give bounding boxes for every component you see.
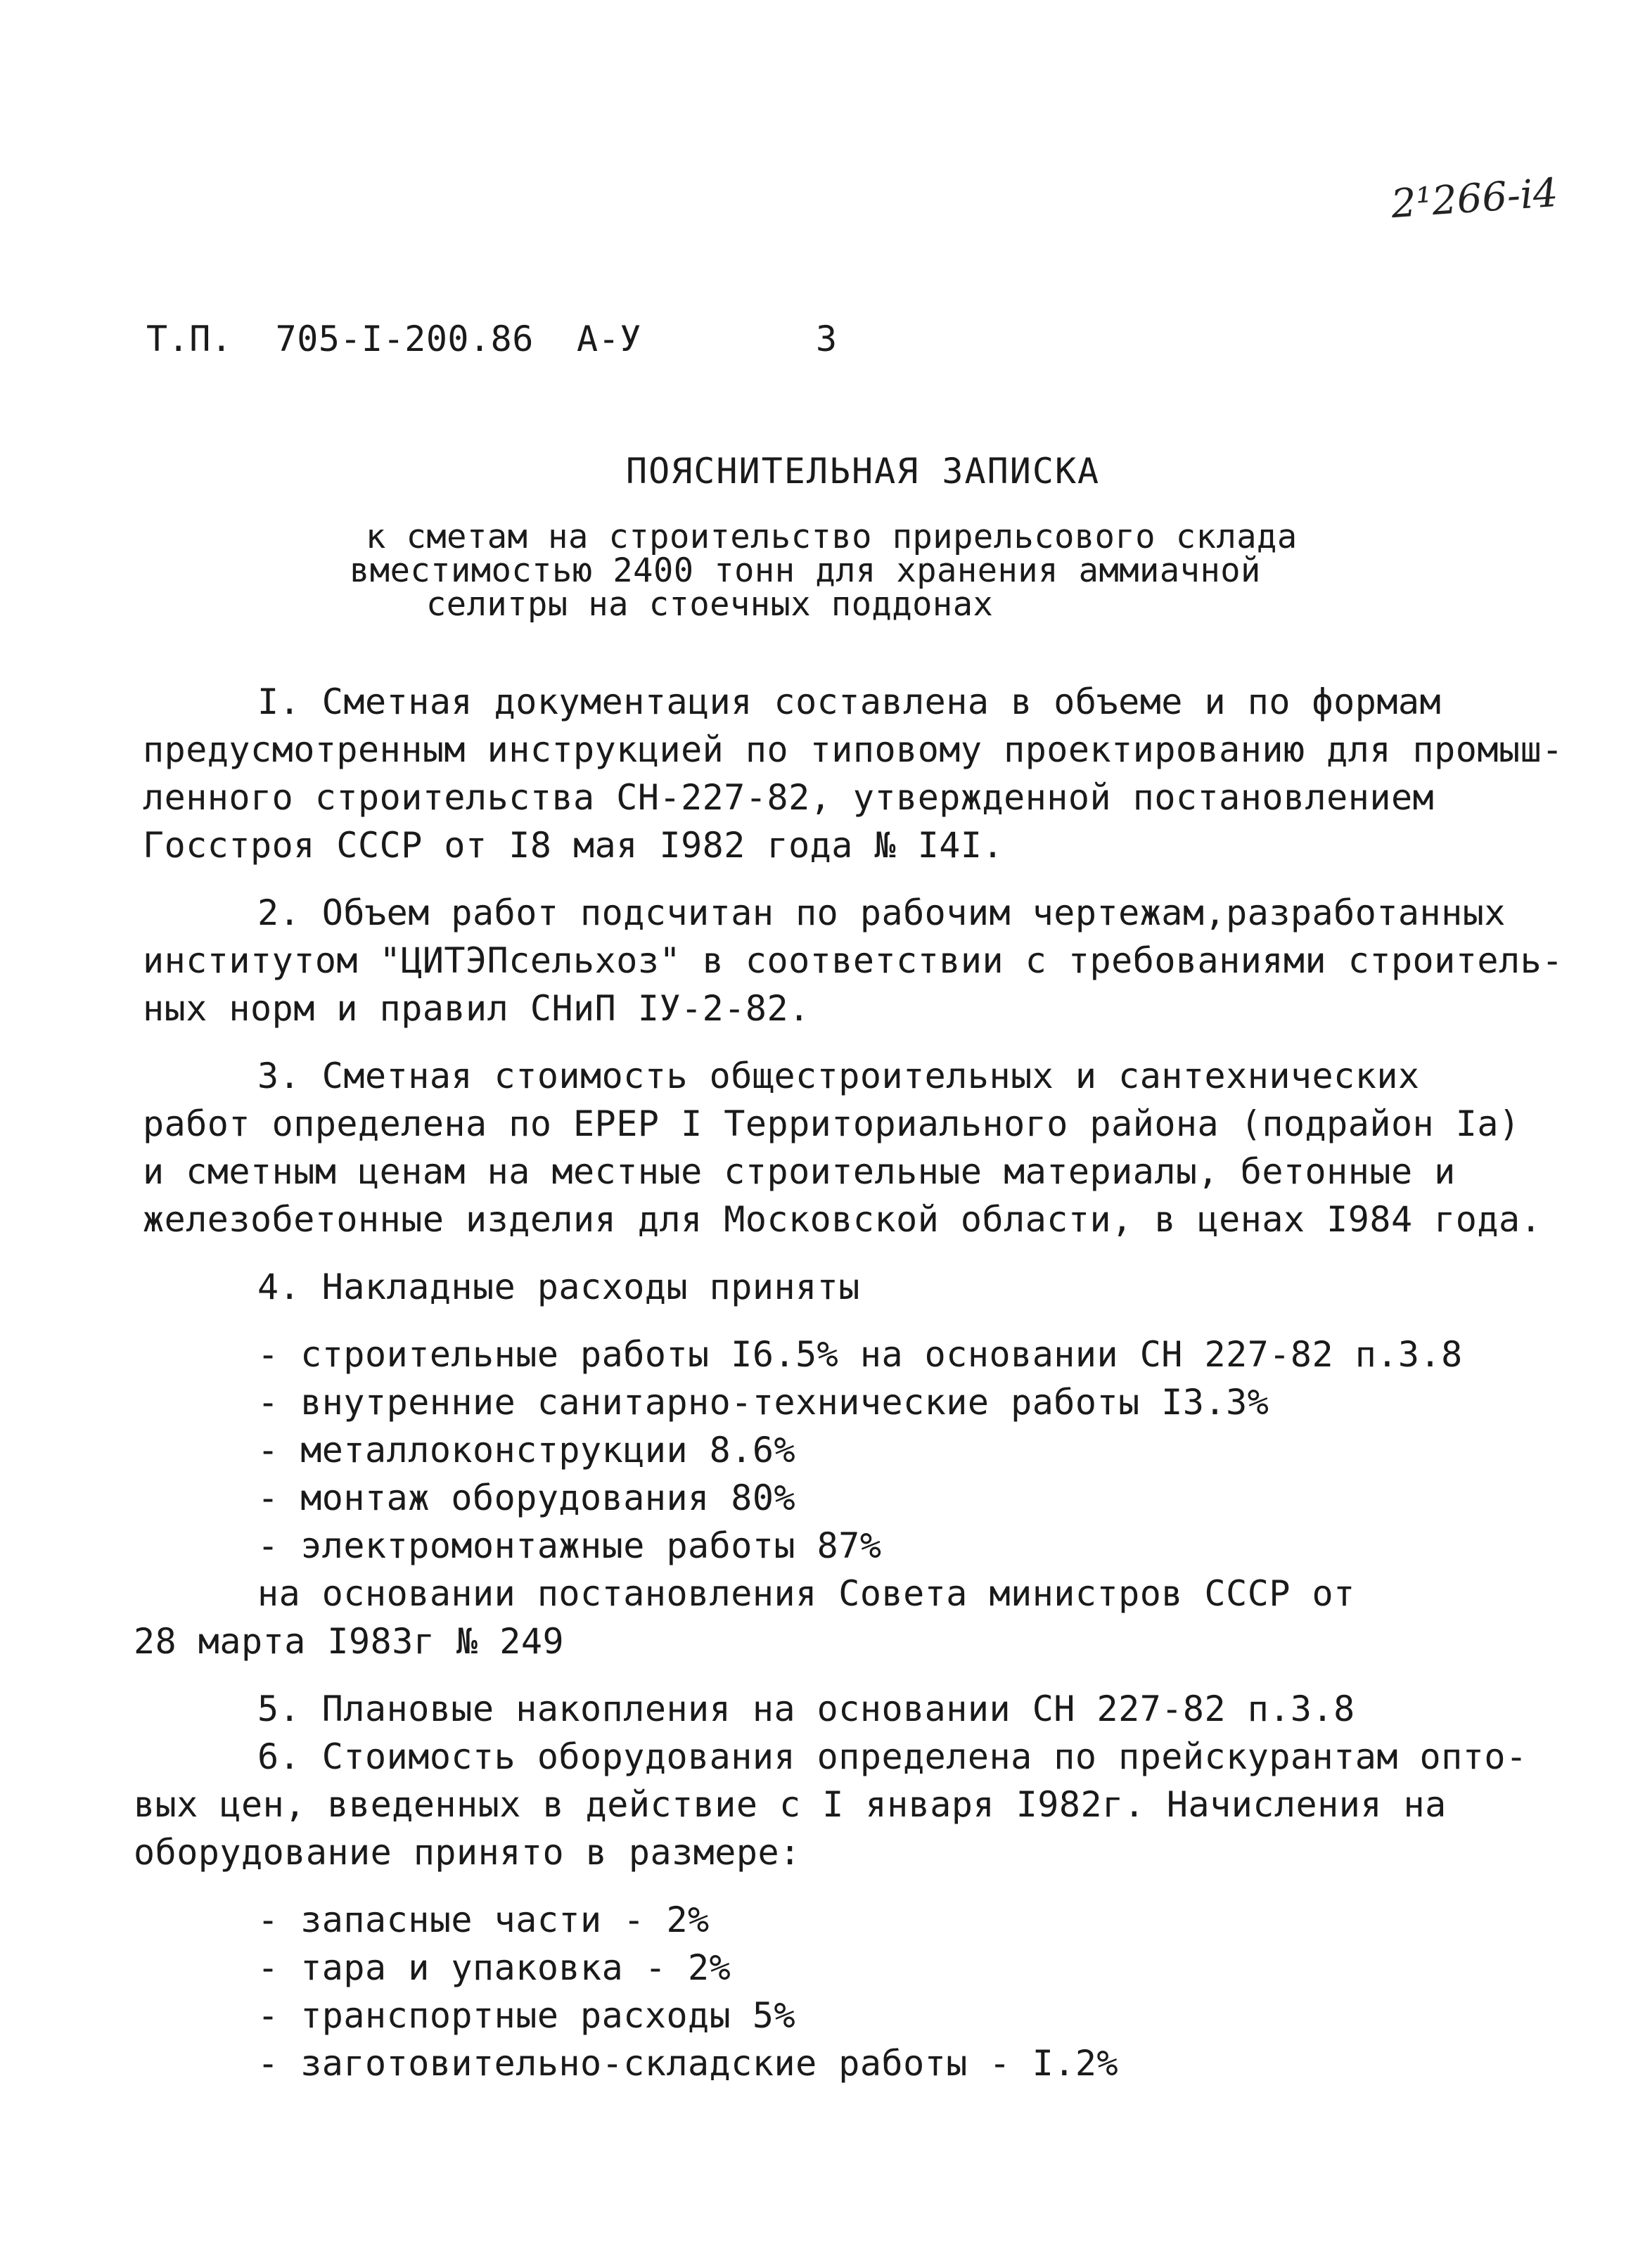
handwritten-archive-number: 2¹266-i4 — [1389, 169, 1560, 228]
overhead-item: - внутренние санитарно-технические работы I3.3% — [257, 1382, 1269, 1423]
para4-basis-line: на основании постановления Совета министров СССР от — [257, 1573, 1355, 1614]
para3-line: 3. Сметная стоимость общестроительных и сантехнических — [257, 1056, 1420, 1096]
doc-code: Т.П. 705-I-200.86 А-У — [146, 319, 641, 359]
page-title: ПОЯСНИТЕЛЬНАЯ ЗАПИСКА — [626, 451, 1101, 492]
para6-line: вых цен, введенных в действие с I января I982г. Начисления на — [134, 1784, 1447, 1825]
subtitle-line: к сметам на строительство прирельсового склада — [366, 518, 1298, 556]
para2-line: 2. Объем работ подсчитан по рабочим чертежам,разработанных — [257, 892, 1506, 933]
para5-line: 5. Плановые накопления на основании СН 227-82 п.3.8 — [257, 1689, 1355, 1729]
para1-line: предусмотренным инструкцией по типовому проектированию для промыш- — [143, 729, 1563, 770]
para4-basis-line: 28 марта I983г № 249 — [134, 1621, 565, 1662]
equipment-surcharge-item: - заготовительно-складские работы - I.2% — [257, 2043, 1119, 2084]
para2-line: институтом "ЦИТЭПсельхоз" в соответствии с требованиями строитель- — [143, 940, 1563, 981]
para3-line: работ определена по ЕРЕР I Территориального района (подрайон Iа) — [143, 1103, 1521, 1144]
para2-line: ных норм и правил СНиП IУ-2-82. — [143, 988, 810, 1029]
para1-line: I. Сметная документация составлена в объеме и по формам — [257, 681, 1442, 722]
equipment-surcharge-item: - транспортные расходы 5% — [257, 1995, 796, 2036]
equipment-surcharge-item: - запасные части - 2% — [257, 1899, 710, 1940]
subtitle-line: селитры на стоечных поддонах — [426, 585, 994, 624]
page-number: 3 — [816, 319, 838, 359]
overhead-item: - строительные работы I6.5% на основании СН 227-82 п.3.8 — [257, 1334, 1463, 1375]
para6-line: оборудование принято в размере: — [134, 1832, 801, 1873]
overhead-item: - монтаж оборудования 80% — [257, 1478, 796, 1518]
para4-heading: 4. Накладные расходы приняты — [257, 1267, 860, 1307]
overhead-item: - металлоконструкции 8.6% — [257, 1430, 796, 1471]
para6-line: 6. Стоимость оборудования определена по прейскурантам опто- — [257, 1736, 1528, 1777]
subtitle-line: вместимостью 2400 тонн для хранения аммиачной — [350, 551, 1261, 590]
para3-line: железобетонные изделия для Московской области, в ценах I984 года. — [143, 1199, 1542, 1240]
para1-line: Госстроя СССР от I8 мая I982 года № I4I. — [143, 825, 1004, 866]
para3-line: и сметным ценам на местные строительные материалы, бетонные и — [143, 1151, 1456, 1192]
overhead-item: - электромонтажные работы 87% — [257, 1525, 882, 1566]
equipment-surcharge-item: - тара и упаковка - 2% — [257, 1947, 731, 1988]
para1-line: ленного строительства СН-227-82, утвержденной постановлением — [143, 777, 1435, 818]
